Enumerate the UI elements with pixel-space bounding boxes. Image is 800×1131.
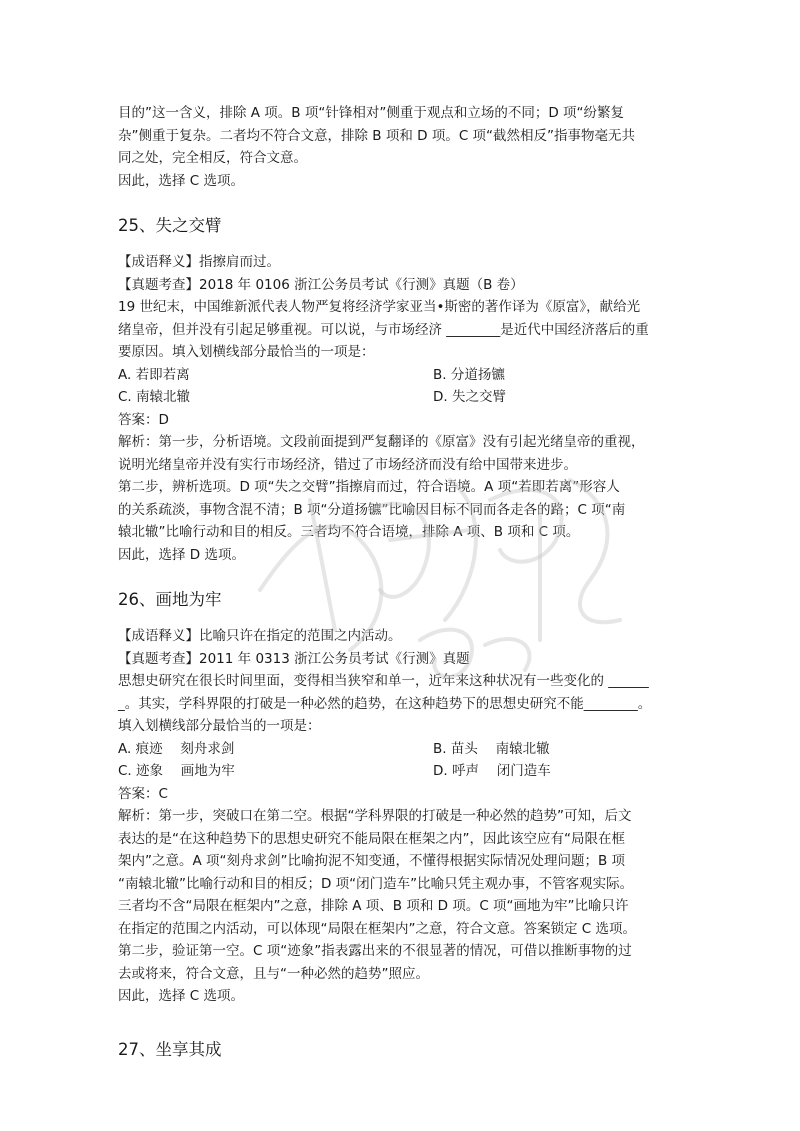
option-a: A. 痕迹 刻舟求剑: [118, 740, 235, 757]
analysis-line: 解析：第一步，突破口在第二空。根据“学科界限的打破是一种必然的趋势”可知，后文: [118, 808, 632, 824]
analysis-line: 在指定的范围之内活动，可以体现“局限在框架内”之意，符合文意。答案锁定 C 选项。: [118, 920, 636, 937]
question-line: 要原因。填入划横线部分最恰当的一项是：: [118, 344, 375, 360]
question-line: 填入划横线部分最恰当的一项是：: [118, 718, 321, 734]
question-line: 绪皇帝，但并没有引起足够重视。可以说，与市场经济 ________是近代中国经济落后的重: [118, 321, 649, 338]
option-d: D. 呼声 闭门造车: [433, 763, 551, 779]
option-b: B. 苗头 南辕北辙: [433, 740, 550, 757]
idiom-definition: 【成语释义】比喻只许在指定的范围之内活动。: [118, 628, 402, 644]
option-a: A. 若即若离: [118, 366, 190, 383]
paragraph-line: 目的”这一含义，排除 A 项。B 项“针锋相对”侧重于观点和立场的不同；D 项“纷繁复: [118, 105, 625, 121]
options-grid: [118, 364, 698, 409]
answer-line: 答案：C: [118, 785, 168, 802]
conclusion-line: 因此，选择 C 选项。: [118, 988, 245, 1004]
analysis-line: 辕北辙”比喻行动和目的相反。三者均不符合语境，排除 A 项、B 项和 C 项。: [118, 524, 580, 540]
answer-line: 答案：D: [118, 411, 169, 428]
analysis-line: 架内”之意。A 项“刻舟求剑”比喻拘泥不知变通，不懂得根据实际情况处理问题；B 项: [118, 853, 626, 869]
paragraph-line: 同之处，完全相反，符合文意。: [118, 150, 307, 166]
exam-source: 【真题考查】2011 年 0313 浙江公务员考试《行测》真题: [118, 650, 470, 667]
paragraph-line: 杂”侧重于复杂。二者均不符合文意，排除 B 项和 D 项。C 项“截然相反”指事物毫无共: [118, 127, 636, 144]
intro-block: [118, 102, 698, 192]
conclusion-line: 因此，选择 C 选项。: [118, 172, 245, 189]
option-d: D. 失之交臂: [433, 389, 506, 405]
option-b: B. 分道扬镳: [433, 366, 505, 383]
document-page: [118, 102, 698, 1062]
analysis-line: 说明光绪皇帝并没有实行市场经济，错过了市场经济而没有给中国带来进步。: [118, 456, 577, 473]
analysis-line: 三者均不含“局限在框架内”之意，排除 A 项、B 项和 D 项。C 项“画地为牢”比喻只许: [118, 898, 629, 914]
question-line: 思想史研究在很长时间里面，变得相当狭窄和单一，近年来这种状况有一些变化的 ______: [118, 673, 649, 689]
analysis-line: 的关系疏淡，事物含混不清；B 项“分道扬镳”比喻因目标不同而各走各的路；C 项“南: [118, 501, 626, 518]
analysis-line: 第二步，验证第一空。C 项“迹象”指表露出来的不很显著的情况，可借以推断事物的过: [118, 943, 632, 959]
question-line: 19 世纪末，中国维新派代表人物严复将经济学家亚当•斯密的著作译为《原富》，献给光: [118, 299, 641, 315]
entry-heading: 25、失之交臂: [118, 216, 222, 235]
entry-heading: 27、坐享其成: [118, 1039, 222, 1059]
entry-25: [118, 214, 698, 566]
analysis-line: “南辕北辙”比喻行动和目的相反；D 项“闭门造车”比喻只凭主观办事，不管客观实际。: [118, 875, 634, 892]
option-c: C. 迹象 画地为牢: [118, 763, 235, 779]
analysis-line: 去或将来，符合文意，且与“一种必然的趋势”照应。: [118, 965, 429, 982]
idiom-definition: 【成语释义】指擦肩而过。: [118, 254, 280, 270]
question-line: _。其实，学科界限的打破是一种必然的趋势，在这种趋势下的思想史研究不能________。: [118, 695, 652, 712]
analysis-line: 第二步，辨析选项。D 项“失之交臂”指擦肩而过，符合语境。A 项“若即若离”形容人: [118, 479, 620, 495]
exam-source: 【真题考查】2018 年 0106 浙江公务员考试《行测》真题（B 卷）: [118, 276, 524, 293]
option-c: C. 南辕北辙: [118, 389, 191, 405]
analysis-line: 解析：第一步，分析语境。文段前面提到严复翻译的《原富》没有引起光绪皇帝的重视，: [118, 434, 645, 450]
conclusion-line: 因此，选择 D 选项。: [118, 546, 245, 563]
entry-26: [118, 588, 698, 1008]
analysis-line: 表达的是“在这种趋势下的思想史研究不能局限在框架之内”，因此该空应有“局限在框: [118, 830, 625, 847]
options-grid: [118, 738, 698, 783]
entry-heading: 26、画地为牢: [118, 590, 222, 609]
